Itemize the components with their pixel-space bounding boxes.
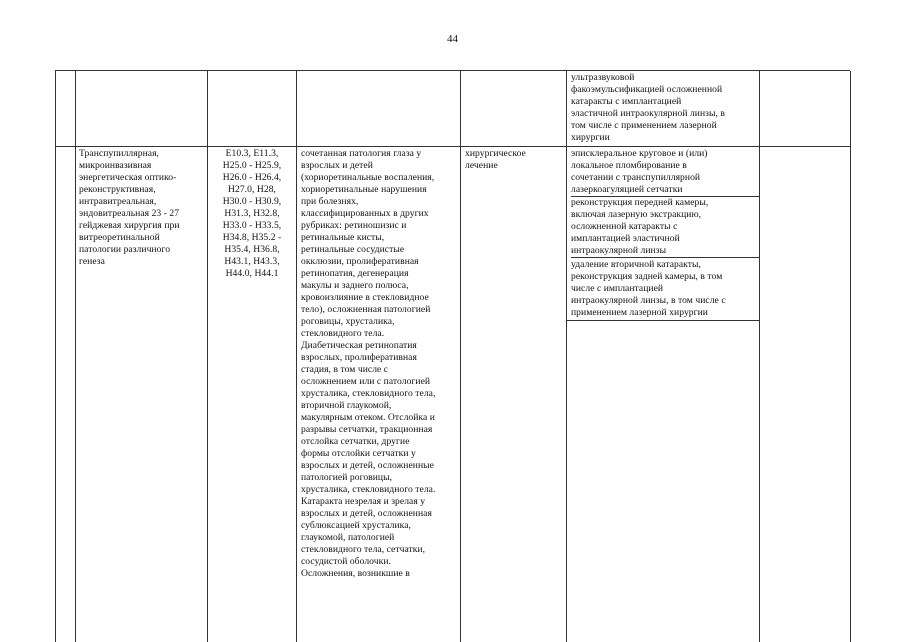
- col-divider: [460, 71, 461, 642]
- col-divider: [759, 71, 760, 642]
- col-divider: [75, 71, 76, 642]
- method-item-3: удаление вторичной катаракты, реконструкция задней камеры, в том числе с имплантацией интраокулярной линзы, в том числе с применением лазерной хирургии: [571, 259, 726, 318]
- method-item-2: реконструкция передней камеры, включая лазерную экстракцию, осложненной катаракты с имплантацией эластичной интраокулярной линзы: [571, 197, 759, 258]
- technology-name: Транспупиллярная, микроинвазивная энергетическая оптико- реконструктивная, интравитреальная, эндовитреальная 23 - 27 гейджевая хирургия при витреоретинальной патологии различного генеза: [79, 148, 180, 267]
- condition-description: сочетанная патология глаза у взрослых и детей (хориоретинальные воспаления, хориоретинальные нарушения при болезнях, классифицированных в других рубриках: ретиношизис и ретинальные кисты, ретинальные сосудистые окклюзии, пролиферативная ретинопатия, дегенерация макулы и заднего полюса, кровоизлияние в стекловидное тело), осложненная патологией роговицы, хрусталика, стекловидного тела. Диабетическая ретинопатия взрослых, пролиферативная стадия, в том числе с осложнением или с патологией хрусталика, стекловидного тела, вторичной глаукомой, макулярным отеком. Отслойка и разрывы сетчатки, тракционная отслойка сетчатки, другие формы отслойки сетчатки у взрослых и детей, осложненные патологией роговицы, хрусталика, стекловидного тела. Катаракта незрелая и зрелая у взрослых и детей, осложненная сублюксацией хрусталика, глаукомой, патологией стекловидного тела, сетчатки, сосудистой оболочки. Осложнения, возникшие в: [301, 148, 436, 579]
- col-divider: [850, 71, 851, 642]
- table: [55, 70, 850, 642]
- page-number: 44: [447, 33, 458, 45]
- col-divider: [566, 71, 567, 642]
- method-item-1: эписклеральное круговое и (или) локальное пломбирование в сочетании с транспупиллярной лазеркоагуляцией сетчатки: [571, 148, 759, 197]
- row-divider: [56, 146, 851, 147]
- method-divider: [566, 320, 759, 321]
- treatment-type: хирургическое лечение: [465, 148, 526, 171]
- icd-codes: E10.3, E11.3, H25.0 - H25.9, H26.0 - H26.4, H27.0, H28, H30.0 - H30.9, H31.3, H32.8, H33.0 - H33.5, H34.8, H35.2 - H35.4, H36.8, H43.1, H43.3, H44.0, H44.1: [222, 148, 282, 279]
- col-divider: [296, 71, 297, 642]
- prev-method-text: ультразвуковой факоэмульсификацией осложненной катаракты с имплантацией эластичной интраокулярной линзы, в том числе с применением лазерной хирургии: [571, 72, 725, 143]
